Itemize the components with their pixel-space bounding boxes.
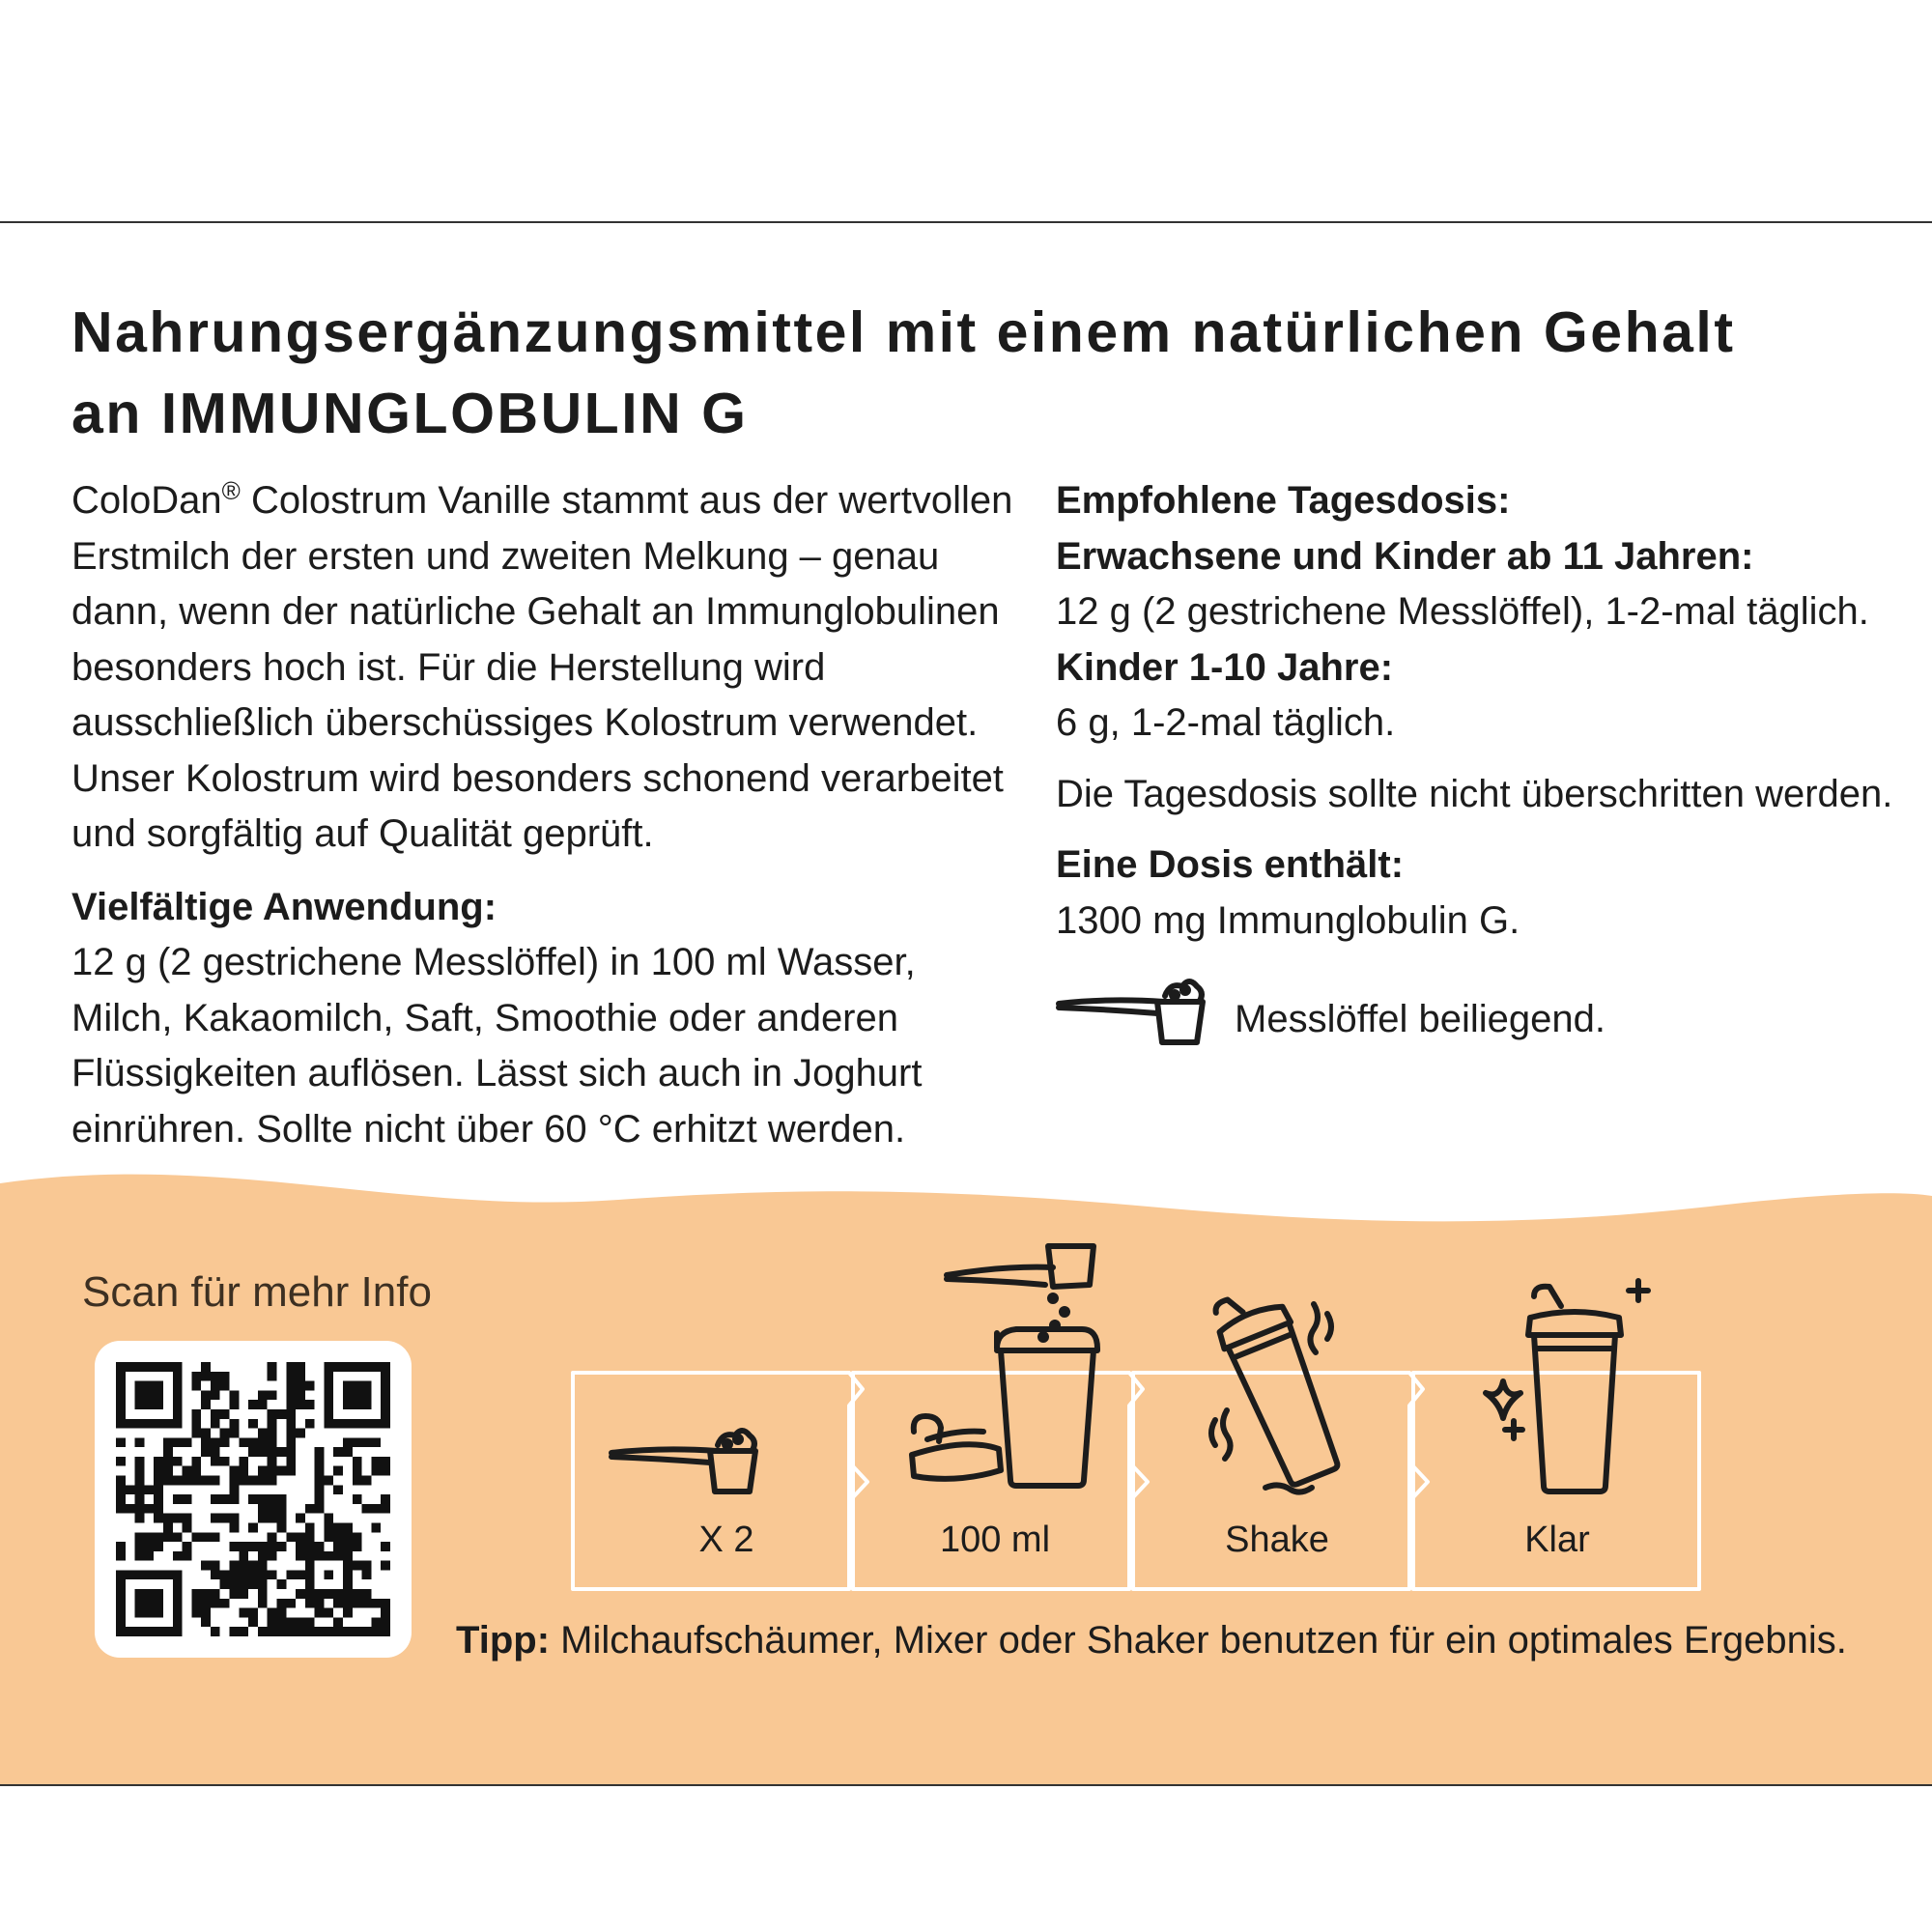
kids-dosage: 6 g, 1-2-mal täglich.: [1056, 701, 1396, 744]
scoop-note: [1056, 969, 1732, 1065]
registered-mark: ®: [221, 476, 241, 505]
title-line-2: an IMMUNGLOBULIN G: [71, 382, 749, 445]
step-label-100ml: 100 ml: [939, 1520, 1051, 1560]
qr-code[interactable]: [95, 1341, 412, 1658]
step-label-klar: Klar: [1524, 1520, 1590, 1560]
dose-content-heading: Eine Dosis enthält:: [1056, 843, 1405, 886]
top-divider: [0, 221, 1932, 223]
left-column: [71, 473, 1018, 1157]
dose-content: 1300 mg Immunglobulin G.: [1056, 898, 1520, 942]
intro-line: Unser Kolostrum wird besonders schonend verarbeitet: [71, 756, 1004, 800]
step-label-x2: X 2: [698, 1520, 754, 1560]
usage-line: einrühren. Sollte nicht über 60 °C erhitzt werden.: [71, 1107, 906, 1151]
intro-paragraph: [71, 473, 1018, 863]
brand-name: ColoDan: [71, 479, 222, 522]
qr-label: Scan für mehr Info: [82, 1268, 432, 1316]
title-line-1: Nahrungsergänzungsmittel mit einem natürlichen Gehalt: [71, 300, 1736, 364]
right-column: [1056, 473, 1925, 949]
adults-heading: Erwachsene und Kinder ab 11 Jahren:: [1056, 534, 1754, 578]
step-cup-icon: [898, 1236, 1111, 1497]
page-title: [71, 292, 1888, 454]
scoop-note-text: Messlöffel beiliegend.: [1235, 998, 1605, 1040]
step-shaker-icon: [1198, 1285, 1362, 1507]
intro-line: und sorgfältig auf Qualität geprüft.: [71, 812, 654, 855]
scoop-icon: [1056, 969, 1210, 1056]
intro-line: Erstmilch der ersten und zweiten Melkung – genau: [71, 534, 940, 578]
dosage-heading: Empfohlene Tagesdosis:: [1056, 479, 1511, 522]
usage-paragraph: [71, 935, 1018, 1157]
qr-code-icon: [116, 1362, 390, 1636]
tip-prefix: Tipp:: [456, 1619, 551, 1662]
step-clear-shaker-icon: [1478, 1275, 1662, 1497]
dosage-warning: Die Tagesdosis sollte nicht überschritten werden.: [1056, 772, 1893, 815]
usage-line: Milch, Kakaomilch, Saft, Smoothie oder anderen: [71, 996, 898, 1039]
usage-line: 12 g (2 gestrichene Messlöffel) in 100 ml Wasser,: [71, 941, 916, 983]
step-scoop-icon: [609, 1418, 763, 1505]
intro-line: Colostrum Vanille stammt aus der wertvollen: [240, 479, 1013, 522]
adults-dosage: 12 g (2 gestrichene Messlöffel), 1-2-mal täglich.: [1056, 590, 1869, 633]
kids-heading: Kinder 1-10 Jahre:: [1056, 645, 1394, 689]
tip-text: [456, 1615, 1847, 1665]
usage-line: Flüssigkeiten auflösen. Lässt sich auch in Joghurt: [71, 1052, 923, 1094]
step-label-shake: Shake: [1225, 1520, 1329, 1560]
tip-body: Milchaufschäumer, Mixer oder Shaker benutzen für ein optimales Ergebnis.: [550, 1619, 1847, 1662]
intro-line: ausschließlich überschüssiges Kolostrum verwendet.: [71, 701, 979, 744]
intro-line: dann, wenn der natürliche Gehalt an Immunglobulinen: [71, 590, 1000, 633]
usage-heading: Vielfältige Anwendung:: [71, 885, 497, 928]
intro-line: besonders hoch ist. Für die Herstellung wird: [71, 645, 826, 689]
